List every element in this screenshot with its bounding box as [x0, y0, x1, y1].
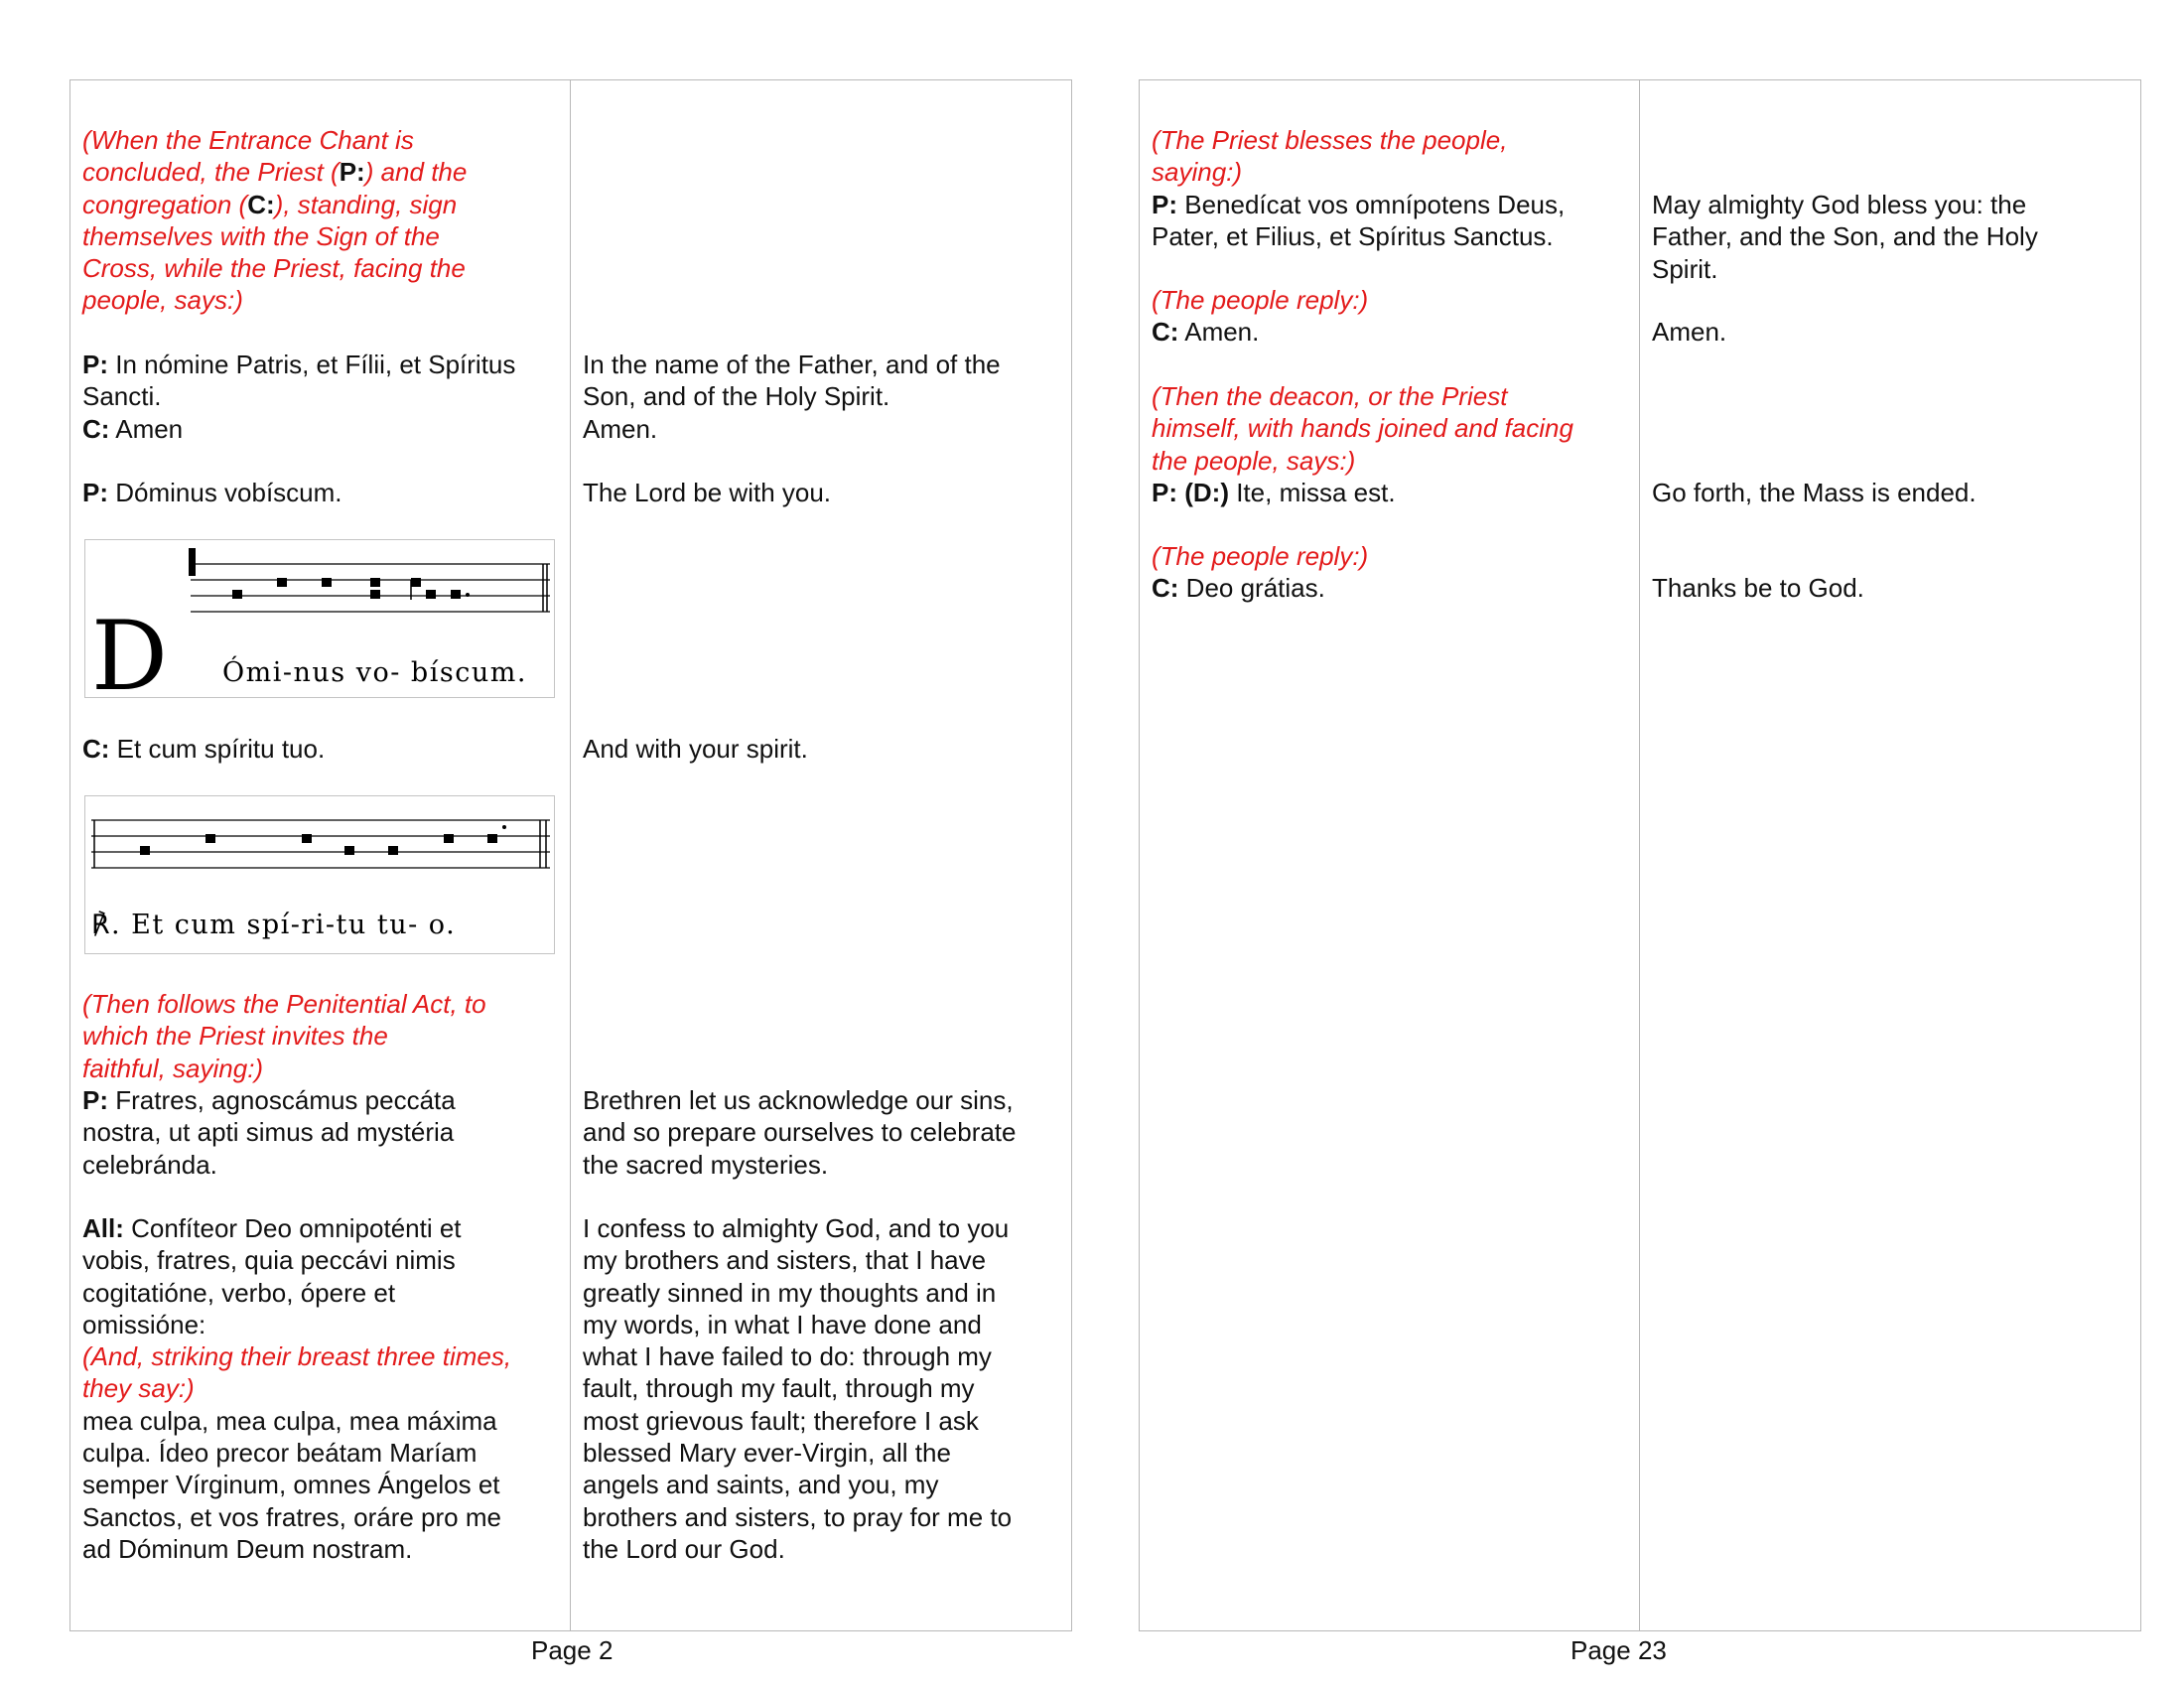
confiteor-latin: All: Confíteor Deo omnipoténti et vobis, fratres, quia peccávi nimis cogitatióne, verbo, ópere et omissióne: (And, striking their breast three times, they say:) mea culpa, mea culpa, mea máxima culpa. Ídeo precor beátam Maríam semper Vírginum, omnes Ángelos et Sanctos, et vos fratres, oráre pro me ad Dóminum Deum nostram. — [82, 1213, 512, 1564]
reply-english-2: Thanks be to God. — [1652, 573, 1864, 603]
et-cum-latin: C: Et cum spíritu tuo. — [82, 734, 326, 764]
et-cum-english: And with your spirit. — [583, 734, 808, 764]
reply-latin-1: C: Amen. — [1152, 317, 1260, 347]
confiteor-english: I confess to almighty God, and to you my brothers and sisters, that I have greatly sinned in my thoughts and in my words, in what I have done and what I have failed to do: through my fault, through my fault, through my most grievous fault; therefore I ask blessed Mary ever-Virgin, all the angels and saints, and you, my brothers and sisters, to pray for me to the Lord our God. — [583, 1213, 1013, 1564]
reply-latin-2: C: Deo grátias. — [1152, 573, 1325, 603]
left-page — [69, 79, 1072, 1631]
chant-syllables: Ómi-nus vo- bíscum. — [222, 657, 527, 688]
page-number-right: Page 23 — [1570, 1635, 1667, 1665]
fratres-english: Brethren let us acknowledge our sins, and so prepare ourselves to celebrate the sacred mysteries. — [583, 1085, 1017, 1180]
page-number-left: Page 2 — [531, 1635, 614, 1665]
reply-rubric-1: (The people reply:) — [1152, 285, 1369, 315]
right-page — [1139, 79, 2141, 1631]
fratres-latin: P: Fratres, agnoscámus peccáta nostra, ut apti simus ad mystéria celebránda. — [82, 1085, 456, 1180]
bless-english: May almighty God bless you: the Father, and the Son, and the Holy Spirit. — [1652, 190, 2038, 284]
chant-dominus-vobiscum — [84, 539, 555, 698]
chant-staff — [85, 540, 554, 697]
bless-latin: P: Benedícat vos omnípotens Deus, Pater, et Filius, et Spíritus Sanctus. — [1152, 190, 1566, 252]
chant-et-cum-spiritu — [84, 795, 555, 954]
reply-english-1: Amen. — [1652, 317, 1727, 347]
latin-column-right — [1140, 80, 1640, 1630]
entrance-rubric: (When the Entrance Chant is concluded, the Priest (P:) and the congregation (C:), standing, sign themselves with the Sign of the Cross, while the Priest, facing the people, says:) — [82, 125, 468, 316]
confiteor-rubric: (And, striking their breast three times, they say:) — [82, 1341, 512, 1404]
deacon-rubric: (Then the deacon, or the Priest himself, with hands joined and facing the people, says:) — [1152, 381, 1573, 476]
reply-rubric-2: (The people reply:) — [1152, 541, 1369, 571]
dominus-latin: P: Dóminus vobíscum. — [82, 478, 342, 507]
ite-latin: P: (D:) Ite, missa est. — [1152, 478, 1396, 507]
sign-of-cross-english: In the name of the Father, and of the Son, and of the Holy Spirit. Amen. — [583, 350, 1001, 444]
latin-column-left — [70, 80, 571, 1630]
ite-english: Go forth, the Mass is ended. — [1652, 478, 1977, 507]
sign-of-cross-latin: P: In nómine Patris, et Fílii, et Spíritus Sancti. C: Amen — [82, 350, 516, 444]
chant-syllables: ℟. Et cum spí-ri-tu tu- o. — [91, 910, 457, 940]
english-column-left — [571, 80, 1071, 1630]
english-column-right — [1640, 80, 2140, 1630]
chant-staff — [85, 796, 554, 953]
penitential-rubric: (Then follows the Penitential Act, to which the Priest invites the faithful, saying:) — [82, 989, 486, 1083]
dominus-english: The Lord be with you. — [583, 478, 832, 507]
chant-initial: D — [91, 601, 168, 697]
bless-rubric: (The Priest blesses the people, saying:) — [1152, 125, 1508, 188]
